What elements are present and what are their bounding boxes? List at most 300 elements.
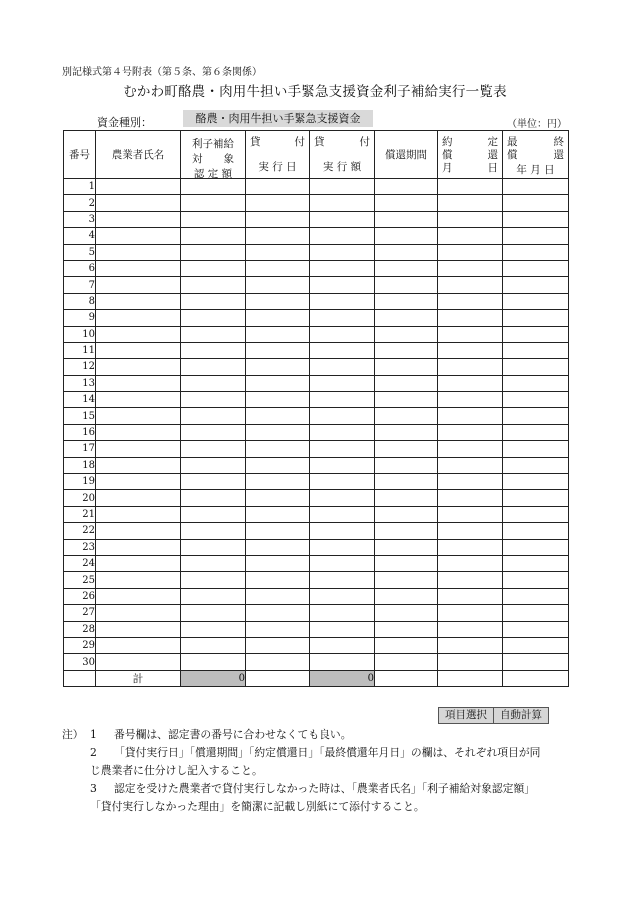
farmer-name-cell[interactable] <box>96 637 181 653</box>
final-repayment-date-cell[interactable] <box>503 474 569 490</box>
row-number: 19 <box>64 474 96 490</box>
agreed-repayment-date-cell[interactable] <box>438 375 503 391</box>
table-row <box>64 506 569 522</box>
repayment-period-cell[interactable] <box>375 408 438 424</box>
repayment-period-cell[interactable] <box>375 342 438 358</box>
loan-amount-cell[interactable] <box>310 588 375 604</box>
loan-date-cell[interactable] <box>246 211 310 227</box>
table-row <box>64 539 569 555</box>
loan-amount-cell[interactable] <box>310 474 375 490</box>
agreed-repayment-date-cell[interactable] <box>438 326 503 342</box>
row-number: 7 <box>64 277 96 293</box>
loan-date-cell[interactable] <box>246 260 310 276</box>
agreed-repayment-date-cell[interactable] <box>438 195 503 211</box>
loan-date-cell[interactable] <box>246 490 310 506</box>
loan-date-cell[interactable] <box>246 588 310 604</box>
final-repayment-date-cell[interactable] <box>503 555 569 571</box>
loan-amount-cell[interactable] <box>310 310 375 326</box>
unit-label: （単位：円） <box>507 119 567 130</box>
repayment-period-cell[interactable] <box>375 572 438 588</box>
table-header-row <box>64 131 569 179</box>
table-row <box>64 244 569 260</box>
subsidy-amount-cell[interactable] <box>181 244 246 260</box>
farmer-name-cell[interactable] <box>96 572 181 588</box>
loan-date-cell[interactable] <box>246 293 310 309</box>
row-number: 9 <box>64 310 96 326</box>
row-number: 12 <box>64 359 96 375</box>
repayment-period-cell[interactable] <box>375 260 438 276</box>
farmer-name-cell[interactable] <box>96 211 181 227</box>
agreed-repayment-date-cell[interactable] <box>438 260 503 276</box>
repayment-period-cell[interactable] <box>375 539 438 555</box>
loan-date-cell[interactable] <box>246 244 310 260</box>
loan-date-cell[interactable] <box>246 326 310 342</box>
loan-date-cell[interactable] <box>246 277 310 293</box>
final-repayment-date-cell[interactable] <box>503 179 569 195</box>
loan-date-cell[interactable] <box>246 523 310 539</box>
final-repayment-date-cell[interactable] <box>503 211 569 227</box>
agreed-repayment-date-cell[interactable] <box>438 342 503 358</box>
farmer-name-cell[interactable] <box>96 408 181 424</box>
note-number: 3 <box>90 782 97 795</box>
header-loan-amount: 貸 付 実 行 額 <box>310 131 375 179</box>
table-row <box>64 211 569 227</box>
note-text: 「貸付実行しなかった理由」を簡潔に記載し別紙にて添付すること。 <box>90 800 425 813</box>
agreed-repayment-date-cell[interactable] <box>438 474 503 490</box>
row-number: 8 <box>64 293 96 309</box>
loan-date-cell[interactable] <box>246 359 310 375</box>
total-subsidy-amount: 0 <box>181 670 246 686</box>
loan-date-cell[interactable] <box>246 457 310 473</box>
subsidy-amount-cell[interactable] <box>181 375 246 391</box>
final-repayment-date-cell[interactable] <box>503 310 569 326</box>
subsidy-amount-cell[interactable] <box>181 457 246 473</box>
agreed-repayment-date-cell[interactable] <box>438 490 503 506</box>
loan-amount-cell[interactable] <box>310 244 375 260</box>
table-row <box>64 277 569 293</box>
row-number: 13 <box>64 375 96 391</box>
notes-prefix: 注） <box>62 728 84 741</box>
repayment-period-cell[interactable] <box>375 179 438 195</box>
repayment-period-cell[interactable] <box>375 326 438 342</box>
action-buttons <box>438 707 549 724</box>
table-row <box>64 424 569 440</box>
subsidy-amount-cell[interactable] <box>181 342 246 358</box>
agreed-repayment-date-cell[interactable] <box>438 572 503 588</box>
final-repayment-date-cell[interactable] <box>503 621 569 637</box>
farmer-name-cell[interactable] <box>96 457 181 473</box>
loan-date-cell[interactable] <box>246 637 310 653</box>
subsidy-amount-cell[interactable] <box>181 392 246 408</box>
table-row <box>64 457 569 473</box>
loan-date-cell[interactable] <box>246 195 310 211</box>
table-row <box>64 490 569 506</box>
farmer-name-cell[interactable] <box>96 392 181 408</box>
table-row <box>64 621 569 637</box>
loan-date-cell[interactable] <box>246 605 310 621</box>
note-text: 「貸付実行日」「償還期間」「約定償還日」「最終償還年月日」の欄は、それぞれ項目が同 <box>114 746 541 759</box>
loan-amount-cell[interactable] <box>310 326 375 342</box>
row-number: 2 <box>64 195 96 211</box>
table-row <box>64 572 569 588</box>
header-farmer-name: 農業者氏名 <box>96 131 181 179</box>
agreed-repayment-date-cell[interactable] <box>438 457 503 473</box>
page-title: むかわ町酪農・肉用牛担い手緊急支援資金利子補給実行一覧表 <box>123 84 507 100</box>
final-repayment-date-cell[interactable] <box>503 457 569 473</box>
row-number: 3 <box>64 211 96 227</box>
final-repayment-date-cell[interactable] <box>503 654 569 670</box>
farmer-name-cell[interactable] <box>96 277 181 293</box>
repayment-period-cell[interactable] <box>375 424 438 440</box>
loan-amount-cell[interactable] <box>310 195 375 211</box>
row-number: 16 <box>64 424 96 440</box>
subsidy-amount-cell[interactable] <box>181 408 246 424</box>
final-repayment-date-cell[interactable] <box>503 260 569 276</box>
agreed-repayment-date-cell[interactable] <box>438 392 503 408</box>
subsidy-amount-cell[interactable] <box>181 490 246 506</box>
farmer-name-cell[interactable] <box>96 342 181 358</box>
table-row <box>64 555 569 571</box>
loan-amount-cell[interactable] <box>310 228 375 244</box>
table-row <box>64 359 569 375</box>
repayment-period-cell[interactable] <box>375 555 438 571</box>
row-number: 17 <box>64 441 96 457</box>
loan-amount-cell[interactable] <box>310 572 375 588</box>
final-repayment-date-cell[interactable] <box>503 490 569 506</box>
loan-date-cell[interactable] <box>246 228 310 244</box>
table-row <box>64 179 569 195</box>
farmer-name-cell[interactable] <box>96 293 181 309</box>
loan-date-cell[interactable] <box>246 654 310 670</box>
header-loan-date: 貸 付 実 行 日 <box>246 131 310 179</box>
loan-date-cell[interactable] <box>246 506 310 522</box>
repayment-period-cell[interactable] <box>375 490 438 506</box>
row-number: 30 <box>64 654 96 670</box>
loan-amount-cell[interactable] <box>310 490 375 506</box>
table-row <box>64 310 569 326</box>
total-row <box>64 670 569 686</box>
repayment-period-cell[interactable] <box>375 211 438 227</box>
loan-amount-cell[interactable] <box>310 506 375 522</box>
subsidy-amount-cell[interactable] <box>181 555 246 571</box>
subsidy-amount-cell[interactable] <box>181 195 246 211</box>
row-number: 1 <box>64 179 96 195</box>
final-repayment-date-cell[interactable] <box>503 326 569 342</box>
subsidy-amount-cell[interactable] <box>181 523 246 539</box>
farmer-name-cell[interactable] <box>96 474 181 490</box>
header-agreed-repayment-date: 約 定 償 還 月 日 <box>438 131 503 179</box>
final-repayment-date-cell[interactable] <box>503 293 569 309</box>
agreed-repayment-date-cell[interactable] <box>438 211 503 227</box>
row-number: 24 <box>64 555 96 571</box>
final-repayment-date-cell[interactable] <box>503 408 569 424</box>
agreed-repayment-date-cell[interactable] <box>438 424 503 440</box>
row-number: 20 <box>64 490 96 506</box>
final-repayment-date-cell[interactable] <box>503 392 569 408</box>
table-row <box>64 474 569 490</box>
loan-date-cell[interactable] <box>246 392 310 408</box>
row-number: 21 <box>64 506 96 522</box>
subsidy-amount-cell[interactable] <box>181 424 246 440</box>
final-repayment-date-cell[interactable] <box>503 441 569 457</box>
loan-date-cell[interactable] <box>246 375 310 391</box>
table-row <box>64 260 569 276</box>
loan-amount-cell[interactable] <box>310 408 375 424</box>
note-text: 認定を受けた農業者で貸付実行しなかった時は、「農業者氏名」「利子補給対象認定額」 <box>114 782 536 795</box>
form-reference: 別記様式第４号附表（第５条、第６条関係） <box>62 67 262 78</box>
loan-date-cell[interactable] <box>246 342 310 358</box>
subsidy-amount-cell[interactable] <box>181 326 246 342</box>
header-subsidy-amount: 利子補給 対 象 認 定 額 <box>181 131 246 179</box>
loan-amount-cell[interactable] <box>310 457 375 473</box>
loan-amount-cell[interactable] <box>310 424 375 440</box>
note-text: 番号欄は、認定書の番号に合わせなくても良い。 <box>114 728 352 741</box>
loan-date-cell[interactable] <box>246 621 310 637</box>
loan-amount-cell[interactable] <box>310 605 375 621</box>
subsidy-amount-cell[interactable] <box>181 228 246 244</box>
farmer-name-cell[interactable] <box>96 326 181 342</box>
note-number: 2 <box>90 746 97 759</box>
loan-table <box>63 130 569 687</box>
repayment-period-cell[interactable] <box>375 474 438 490</box>
agreed-repayment-date-cell[interactable] <box>438 408 503 424</box>
farmer-name-cell[interactable] <box>96 490 181 506</box>
repayment-period-cell[interactable] <box>375 457 438 473</box>
farmer-name-cell[interactable] <box>96 359 181 375</box>
loan-amount-cell[interactable] <box>310 441 375 457</box>
row-number: 22 <box>64 523 96 539</box>
agreed-repayment-date-cell[interactable] <box>438 539 503 555</box>
subsidy-amount-cell[interactable] <box>181 572 246 588</box>
select-items-button[interactable]: 項目選択 <box>438 707 494 724</box>
repayment-period-cell[interactable] <box>375 523 438 539</box>
final-repayment-date-cell[interactable] <box>503 195 569 211</box>
table-row <box>64 326 569 342</box>
final-repayment-date-cell[interactable] <box>503 342 569 358</box>
table-row <box>64 293 569 309</box>
agreed-repayment-date-cell[interactable] <box>438 654 503 670</box>
agreed-repayment-date-cell[interactable] <box>438 555 503 571</box>
farmer-name-cell[interactable] <box>96 179 181 195</box>
row-number: 11 <box>64 342 96 358</box>
agreed-repayment-date-cell[interactable] <box>438 441 503 457</box>
total-loan-amount: 0 <box>310 670 375 686</box>
loan-amount-cell[interactable] <box>310 539 375 555</box>
loan-date-cell[interactable] <box>246 572 310 588</box>
total-label: 計 <box>96 670 181 686</box>
farmer-name-cell[interactable] <box>96 539 181 555</box>
table-row <box>64 605 569 621</box>
repayment-period-cell[interactable] <box>375 621 438 637</box>
subsidy-amount-cell[interactable] <box>181 293 246 309</box>
note-text: じ農業者に仕分けし記入すること。 <box>90 764 263 777</box>
loan-amount-cell[interactable] <box>310 342 375 358</box>
table-row <box>64 195 569 211</box>
repayment-period-cell[interactable] <box>375 637 438 653</box>
row-number: 6 <box>64 260 96 276</box>
table-row <box>64 375 569 391</box>
repayment-period-cell[interactable] <box>375 293 438 309</box>
farmer-name-cell[interactable] <box>96 244 181 260</box>
subsidy-amount-cell[interactable] <box>181 310 246 326</box>
repayment-period-cell[interactable] <box>375 195 438 211</box>
final-repayment-date-cell[interactable] <box>503 228 569 244</box>
farmer-name-cell[interactable] <box>96 523 181 539</box>
farmer-name-cell[interactable] <box>96 375 181 391</box>
subsidy-amount-cell[interactable] <box>181 260 246 276</box>
loan-amount-cell[interactable] <box>310 277 375 293</box>
farmer-name-cell[interactable] <box>96 441 181 457</box>
loan-amount-cell[interactable] <box>310 654 375 670</box>
agreed-repayment-date-cell[interactable] <box>438 621 503 637</box>
repayment-period-cell[interactable] <box>375 605 438 621</box>
loan-date-cell[interactable] <box>246 539 310 555</box>
loan-date-cell[interactable] <box>246 424 310 440</box>
repayment-period-cell[interactable] <box>375 244 438 260</box>
agreed-repayment-date-cell[interactable] <box>438 588 503 604</box>
agreed-repayment-date-cell[interactable] <box>438 605 503 621</box>
subsidy-amount-cell[interactable] <box>181 539 246 555</box>
row-number: 25 <box>64 572 96 588</box>
final-repayment-date-cell[interactable] <box>503 572 569 588</box>
row-number: 18 <box>64 457 96 473</box>
loan-amount-cell[interactable] <box>310 211 375 227</box>
final-repayment-date-cell[interactable] <box>503 539 569 555</box>
loan-date-cell[interactable] <box>246 310 310 326</box>
row-number: 23 <box>64 539 96 555</box>
farmer-name-cell[interactable] <box>96 555 181 571</box>
header-repayment-period: 償還期間 <box>375 131 438 179</box>
farmer-name-cell[interactable] <box>96 621 181 637</box>
repayment-period-cell[interactable] <box>375 228 438 244</box>
table-row <box>64 588 569 604</box>
subsidy-amount-cell[interactable] <box>181 621 246 637</box>
agreed-repayment-date-cell[interactable] <box>438 523 503 539</box>
subsidy-amount-cell[interactable] <box>181 359 246 375</box>
row-number: 28 <box>64 621 96 637</box>
row-number: 26 <box>64 588 96 604</box>
loan-amount-cell[interactable] <box>310 260 375 276</box>
subsidy-amount-cell[interactable] <box>181 277 246 293</box>
farmer-name-cell[interactable] <box>96 195 181 211</box>
final-repayment-date-cell[interactable] <box>503 277 569 293</box>
loan-date-cell[interactable] <box>246 179 310 195</box>
note-number: 1 <box>90 728 97 741</box>
repayment-period-cell[interactable] <box>375 654 438 670</box>
notes <box>62 726 572 816</box>
loan-amount-cell[interactable] <box>310 293 375 309</box>
row-number: 27 <box>64 605 96 621</box>
subsidy-amount-cell[interactable] <box>181 654 246 670</box>
repayment-period-cell[interactable] <box>375 277 438 293</box>
loan-amount-cell[interactable] <box>310 621 375 637</box>
loan-date-cell[interactable] <box>246 474 310 490</box>
agreed-repayment-date-cell[interactable] <box>438 244 503 260</box>
final-repayment-date-cell[interactable] <box>503 506 569 522</box>
farmer-name-cell[interactable] <box>96 588 181 604</box>
table-row <box>64 228 569 244</box>
farmer-name-cell[interactable] <box>96 424 181 440</box>
final-repayment-date-cell[interactable] <box>503 375 569 391</box>
final-repayment-date-cell[interactable] <box>503 424 569 440</box>
table-row <box>64 342 569 358</box>
farmer-name-cell[interactable] <box>96 260 181 276</box>
table-row <box>64 523 569 539</box>
table-row <box>64 637 569 653</box>
final-repayment-date-cell[interactable] <box>503 244 569 260</box>
farmer-name-cell[interactable] <box>96 506 181 522</box>
final-repayment-date-cell[interactable] <box>503 588 569 604</box>
repayment-period-cell[interactable] <box>375 392 438 408</box>
table-row <box>64 408 569 424</box>
loan-date-cell[interactable] <box>246 555 310 571</box>
agreed-repayment-date-cell[interactable] <box>438 637 503 653</box>
subsidy-amount-cell[interactable] <box>181 474 246 490</box>
fund-type-label: 資金種別： <box>97 116 152 129</box>
farmer-name-cell[interactable] <box>96 310 181 326</box>
subsidy-amount-cell[interactable] <box>181 605 246 621</box>
fund-type-value[interactable]: 酪農・肉用牛担い手緊急支援資金 <box>183 110 373 127</box>
subsidy-amount-cell[interactable] <box>181 441 246 457</box>
repayment-period-cell[interactable] <box>375 441 438 457</box>
farmer-name-cell[interactable] <box>96 605 181 621</box>
agreed-repayment-date-cell[interactable] <box>438 506 503 522</box>
table-row <box>64 654 569 670</box>
repayment-period-cell[interactable] <box>375 310 438 326</box>
repayment-period-cell[interactable] <box>375 588 438 604</box>
final-repayment-date-cell[interactable] <box>503 605 569 621</box>
repayment-period-cell[interactable] <box>375 359 438 375</box>
header-final-repayment-date: 最 終 償 還 年 月 日 <box>503 131 569 179</box>
subsidy-amount-cell[interactable] <box>181 211 246 227</box>
loan-amount-cell[interactable] <box>310 555 375 571</box>
loan-amount-cell[interactable] <box>310 637 375 653</box>
row-number: 14 <box>64 392 96 408</box>
agreed-repayment-date-cell[interactable] <box>438 359 503 375</box>
agreed-repayment-date-cell[interactable] <box>438 293 503 309</box>
farmer-name-cell[interactable] <box>96 654 181 670</box>
loan-amount-cell[interactable] <box>310 359 375 375</box>
loan-date-cell[interactable] <box>246 441 310 457</box>
header-number: 番号 <box>64 131 96 179</box>
loan-amount-cell[interactable] <box>310 179 375 195</box>
table-row <box>64 441 569 457</box>
loan-amount-cell[interactable] <box>310 375 375 391</box>
subsidy-amount-cell[interactable] <box>181 506 246 522</box>
row-number: 5 <box>64 244 96 260</box>
row-number: 15 <box>64 408 96 424</box>
final-repayment-date-cell[interactable] <box>503 523 569 539</box>
loan-date-cell[interactable] <box>246 408 310 424</box>
auto-calc-button[interactable]: 自動計算 <box>494 707 549 724</box>
agreed-repayment-date-cell[interactable] <box>438 179 503 195</box>
subsidy-amount-cell[interactable] <box>181 179 246 195</box>
agreed-repayment-date-cell[interactable] <box>438 228 503 244</box>
final-repayment-date-cell[interactable] <box>503 637 569 653</box>
subsidy-amount-cell[interactable] <box>181 637 246 653</box>
loan-amount-cell[interactable] <box>310 392 375 408</box>
agreed-repayment-date-cell[interactable] <box>438 277 503 293</box>
loan-amount-cell[interactable] <box>310 523 375 539</box>
subsidy-amount-cell[interactable] <box>181 588 246 604</box>
final-repayment-date-cell[interactable] <box>503 359 569 375</box>
row-number: 29 <box>64 637 96 653</box>
repayment-period-cell[interactable] <box>375 506 438 522</box>
table-row <box>64 392 569 408</box>
repayment-period-cell[interactable] <box>375 375 438 391</box>
agreed-repayment-date-cell[interactable] <box>438 310 503 326</box>
farmer-name-cell[interactable] <box>96 228 181 244</box>
